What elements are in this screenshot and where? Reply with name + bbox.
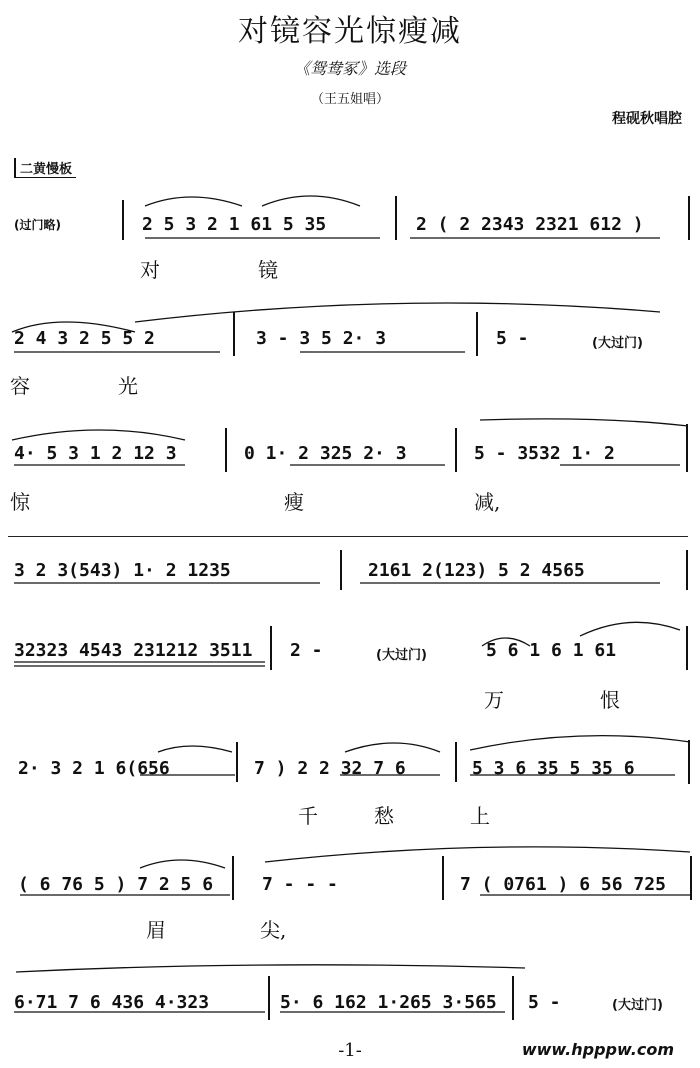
notation-segment: 2 ( 2 2343 2321 612 ) [416, 214, 644, 235]
lyric: 尖, [260, 918, 287, 942]
barline [690, 856, 692, 900]
lyric: 恨 [600, 688, 620, 712]
barline [686, 424, 688, 472]
lyric: 容 [10, 374, 30, 398]
notation-segment: 2 - [290, 640, 323, 661]
barline [236, 742, 238, 782]
page-number: -1- [338, 1040, 362, 1061]
interlude-mark: (大过门) [376, 648, 427, 663]
lyric: 万 [484, 688, 504, 712]
notation-segment: 2 5 3 2 1 61 5 35 [142, 214, 327, 235]
subtitle: 《鸳鸯冢》选段 [293, 59, 406, 78]
notation-segment: 6·71 7 6 436 4·323 [14, 992, 210, 1013]
lyric: 愁 [374, 804, 394, 828]
barline [232, 856, 234, 900]
interlude-mark: (大过门) [592, 336, 643, 351]
notation-segment: 4· 5 3 1 2 12 3 [14, 443, 177, 464]
interlude-mark: (大过门) [612, 998, 663, 1013]
singer-note: （王五姐唱） [310, 92, 389, 107]
barline [395, 196, 397, 240]
notation-segment: 2· 3 2 1 6(656 [18, 758, 170, 779]
notation-segment: 7 ( 0761 ) 6 56 725 [460, 874, 666, 895]
barline [340, 550, 342, 590]
notation-segment: 3 2 3(543) 1· 2 1235 [14, 560, 231, 581]
barline [442, 856, 444, 900]
notation-segment: 0 1· 2 325 2· 3 [244, 443, 407, 464]
lyric: 瘦 [284, 490, 304, 514]
notation-segment: 2161 2(123) 5 2 4565 [368, 560, 585, 581]
barline [455, 742, 457, 782]
notation-segment: 5· 6 162 1·265 3·565 [280, 992, 497, 1013]
notation-segment: 5 - [528, 992, 561, 1013]
barline [688, 740, 690, 784]
notation-segment: 7 ) 2 2 32 7 6 [254, 758, 406, 779]
notation-segment: 2 4 3 2 5 5 2 [14, 328, 155, 349]
lyric: 惊 [10, 490, 30, 514]
barline [225, 428, 227, 472]
notation-segment: 32323 4543 231212 3511 [14, 640, 253, 661]
notation-segment: 5 - [496, 328, 529, 349]
notation-segment: 3 - 3 5 2· 3 [256, 328, 387, 349]
barline [268, 976, 270, 1020]
lyric: 眉 [146, 918, 166, 942]
lyric: 千 [298, 804, 318, 828]
barline [686, 550, 688, 590]
notation-segment: 5 - 3532 1· 2 [474, 443, 615, 464]
notation-segment: ( 6 76 5 ) 7 2 5 6 [18, 874, 214, 895]
intro-note: (过门略) [14, 218, 61, 232]
notation-segment: 5 3 6 35 5 35 6 [472, 758, 635, 779]
page-title: 对镜容光惊瘦减 [238, 14, 462, 49]
attribution: 程砚秋唱腔 [612, 111, 682, 127]
barline [270, 626, 272, 670]
barline [122, 200, 124, 240]
lyric: 减, [474, 490, 501, 514]
row-divider [8, 536, 688, 537]
site-watermark: www.hpppw.com [521, 1040, 674, 1059]
barline [688, 196, 690, 240]
lyric: 镜 [258, 258, 278, 282]
notation-segment: 7 - - - [262, 874, 338, 895]
barline [476, 312, 478, 356]
barline [512, 976, 514, 1020]
lyric: 对 [140, 258, 160, 282]
lyric: 上 [470, 804, 490, 828]
tempo-marking: 二黄慢板 [14, 158, 76, 178]
notation-segment: 5 6 1 6 1 61 [486, 640, 617, 661]
barline [686, 626, 688, 670]
barline [455, 428, 457, 472]
lyric: 光 [118, 374, 138, 398]
barline [233, 312, 235, 356]
